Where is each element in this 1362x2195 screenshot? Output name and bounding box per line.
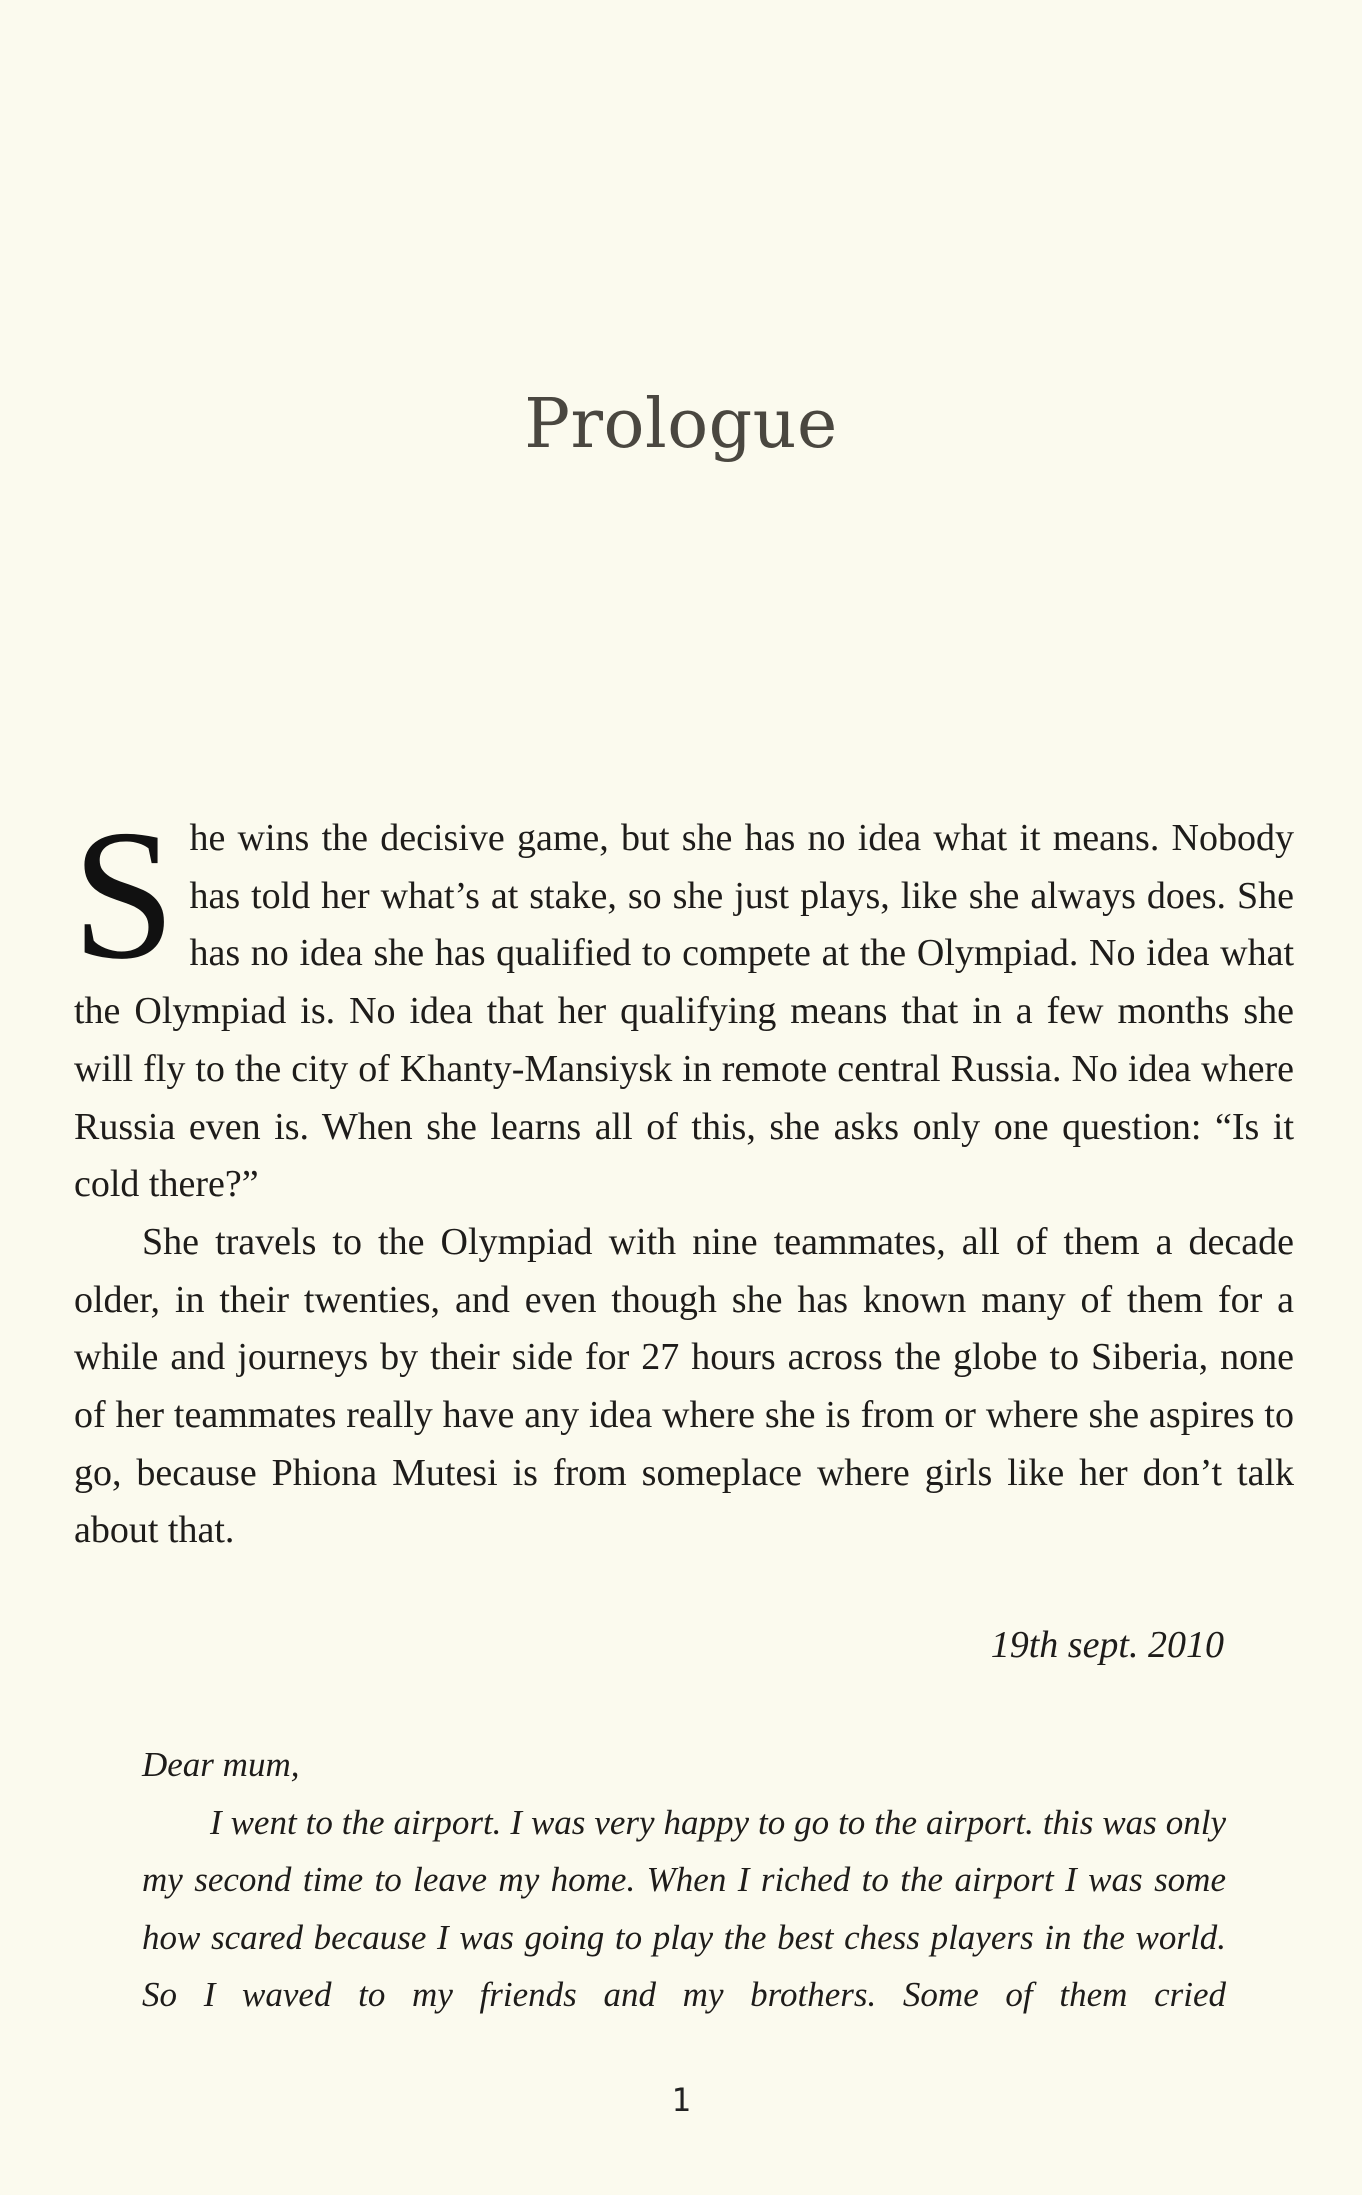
paragraph-1 <box>72 792 1294 1214</box>
page-number: 1 <box>671 2081 691 2119</box>
paragraph-2: She travels to the Olympiad with nine teammates, all of them a decade older, in their twenties, and even though she has known many of them for a while and journeys by their side for 27 hours across the globe to Siberia, none of her teammates really have any idea where she is from or where she aspires to go, because Phiona Mutesi is from someplace where girls like her don’t talk about that. <box>74 1220 1294 1552</box>
letter-date: 19th sept. 2010 <box>990 1624 1224 1666</box>
letter <box>142 1736 1226 2024</box>
drop-cap: S <box>72 792 176 998</box>
letter-salutation: Dear mum, <box>142 1745 300 1784</box>
paragraph-1-text: he wins the decisive game, but she has no idea what it means. Nobody has told her what’s at stake, so she just plays, like she always does. She has no idea she has qualified to compete at the Olympiad. No idea what the Olympiad is. No idea that her qualifying means that in a few months she will fly to the city of Khanty-Mansiysk in remote central Russia. No idea where Russia even is. When she learns all of this, she asks only one question: “Is it cold there?” <box>74 817 1294 1206</box>
letter-body: I went to the airport. I was very happy to go to the airport. this was only my second time to leave my home. When I riched to the airport I was some how scared because I was going to play the best chess players in the world. So I waved to my friends and my brothers. Some of them cried <box>142 1802 1226 2014</box>
body-text <box>72 792 1294 1560</box>
chapter-title: Prologue <box>524 385 838 464</box>
